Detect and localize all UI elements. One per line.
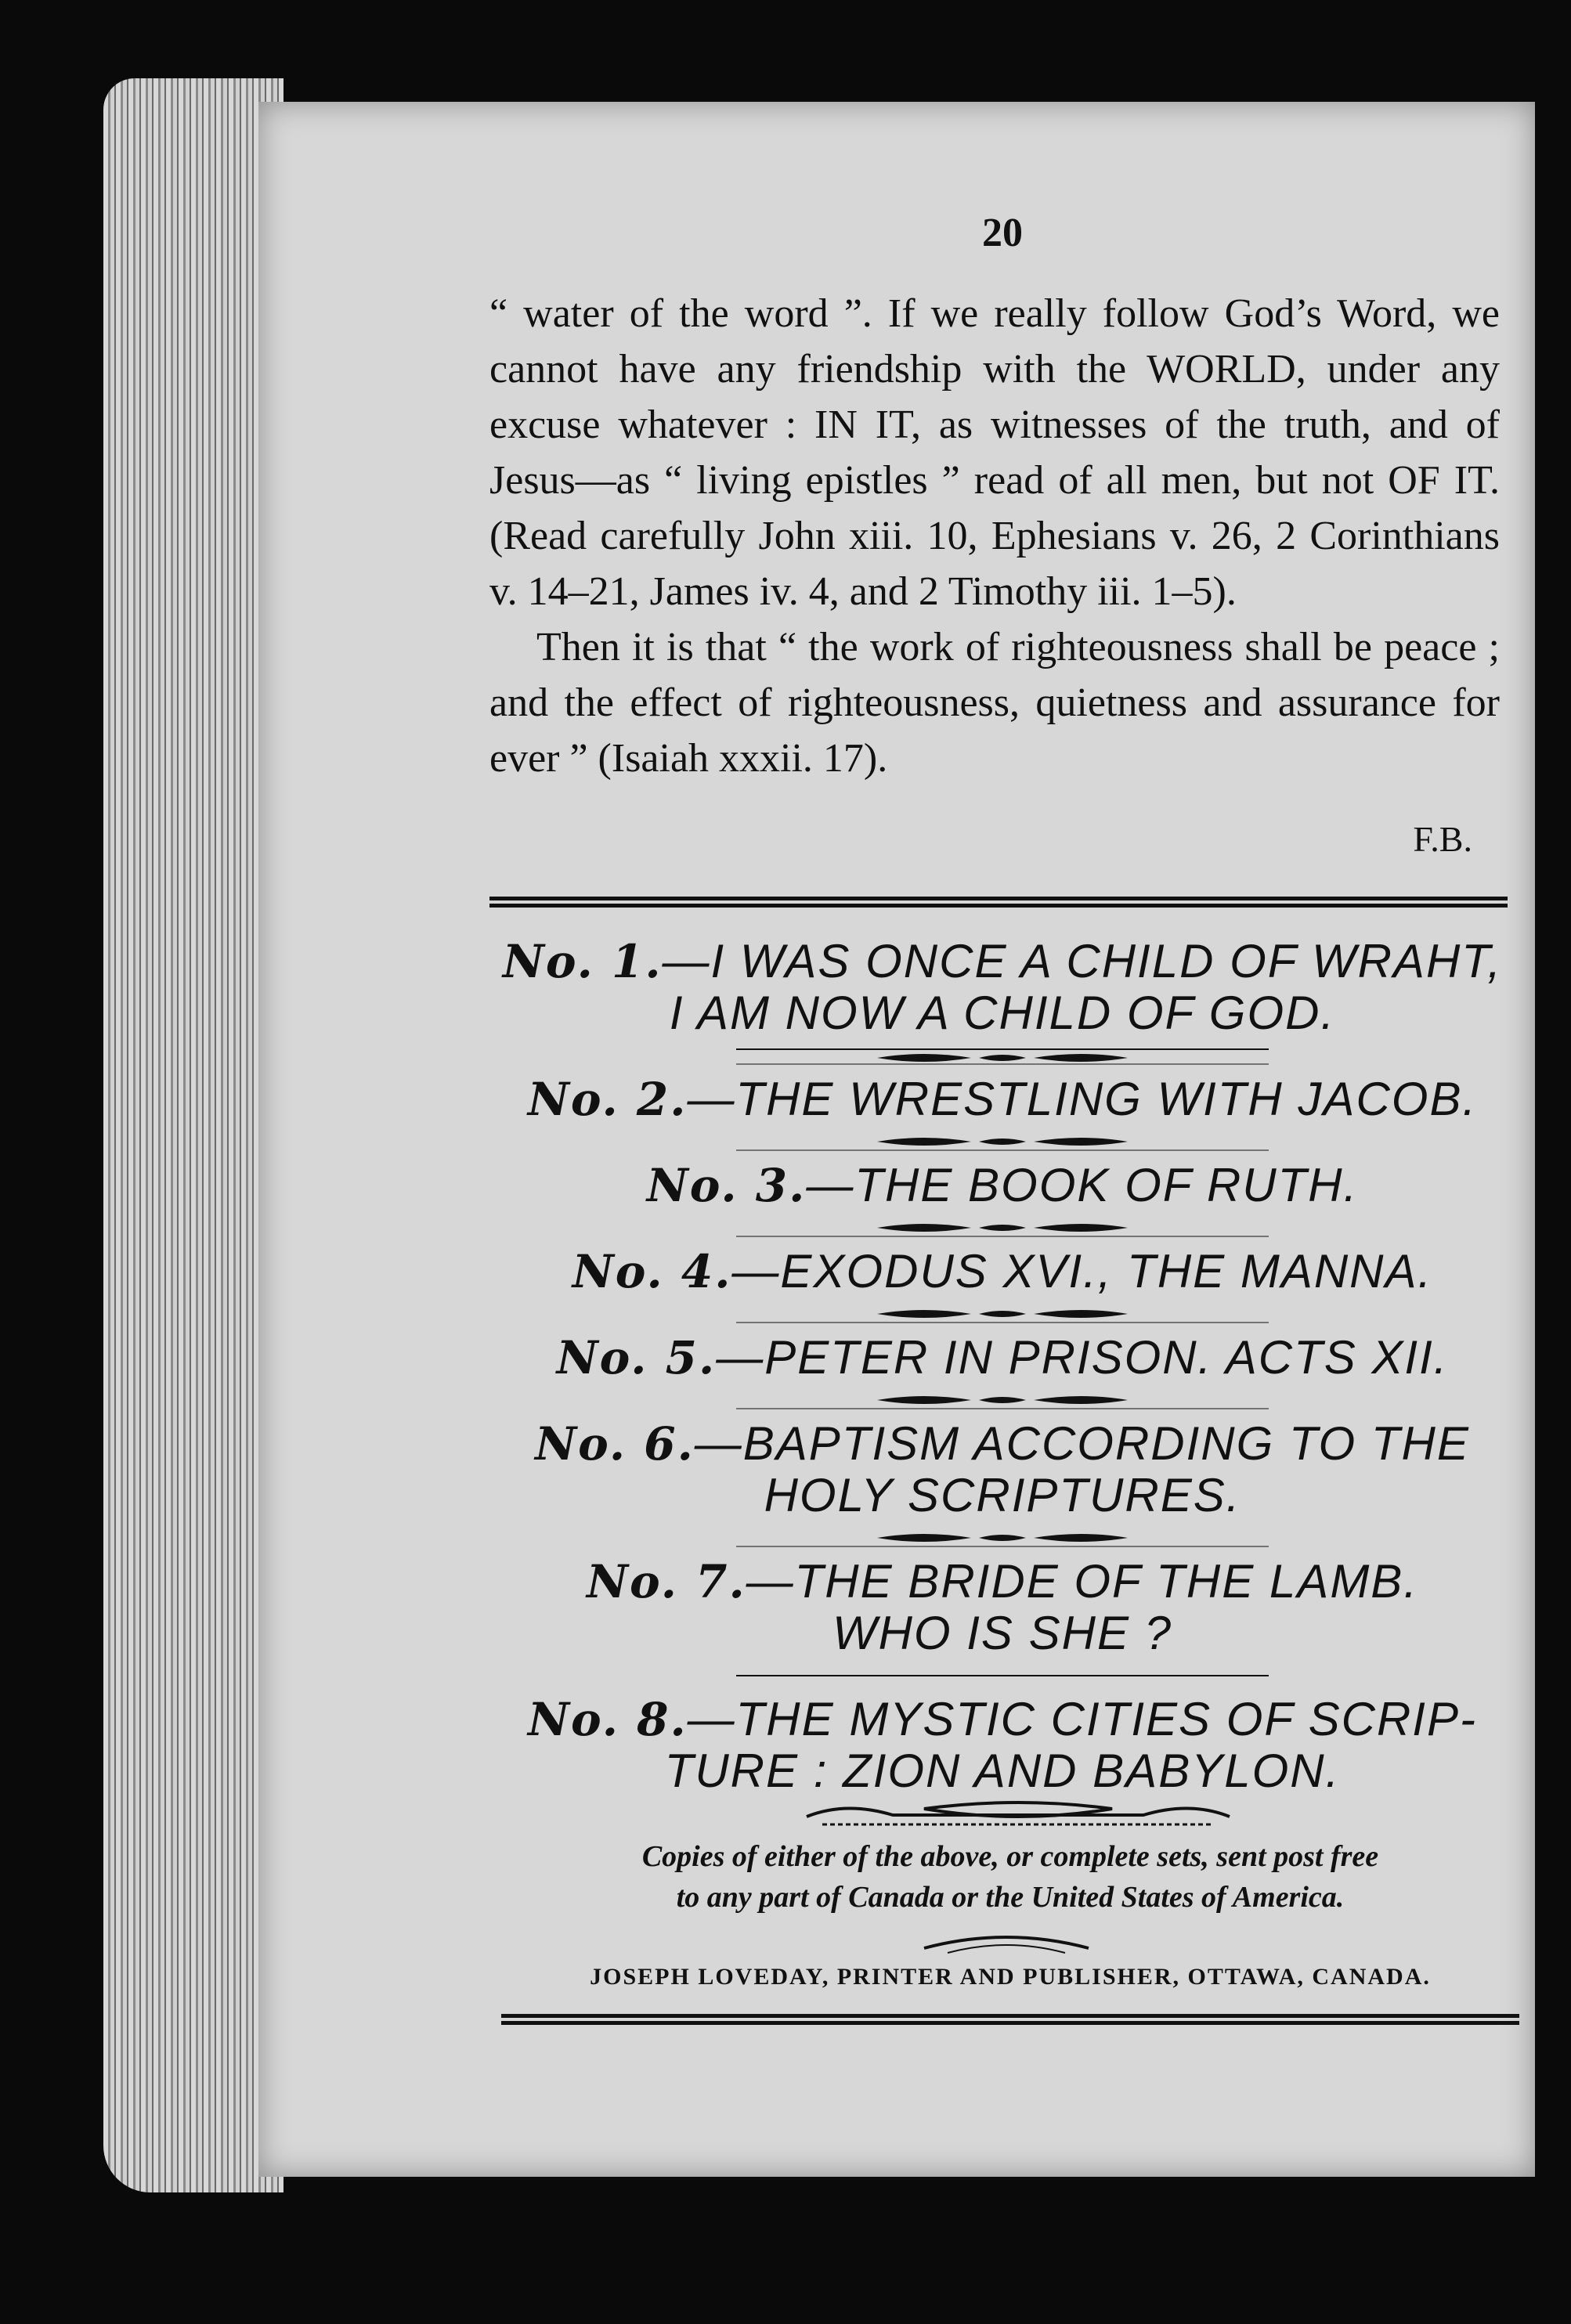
title-entry-6 bbox=[486, 1418, 1519, 1521]
title-entry-2 bbox=[486, 1074, 1519, 1125]
title-line: WHO IS SHE ? bbox=[832, 1607, 1173, 1659]
title-line: —EXODUS XVI., THE MANNA. bbox=[731, 1245, 1433, 1297]
scroll-ornament bbox=[799, 1793, 1237, 1832]
publisher-imprint: JOSEPH LOVEDAY, PRINTER AND PUBLISHER, OTTAWA, CANADA. bbox=[590, 1964, 1431, 1990]
body-text bbox=[489, 286, 1500, 786]
ornament-divider bbox=[736, 1045, 1269, 1066]
ornament-divider bbox=[736, 1304, 1269, 1324]
title-number: No. 3. bbox=[646, 1159, 807, 1212]
title-number: No. 8. bbox=[528, 1693, 688, 1746]
title-number: No. 6. bbox=[535, 1417, 695, 1471]
title-line: —PETER IN PRISON. ACTS XII. bbox=[716, 1331, 1449, 1384]
title-line: —THE BOOK OF RUTH. bbox=[806, 1159, 1359, 1211]
title-line: I AM NOW A CHILD OF GOD. bbox=[669, 987, 1336, 1039]
title-number: No. 1. bbox=[502, 935, 663, 988]
page-number: 20 bbox=[982, 211, 1023, 255]
titles-list bbox=[486, 936, 1519, 1797]
note-line-2: to any part of Canada or the United States of America. bbox=[676, 1881, 1345, 1914]
paragraph-1: “ water of the word ”. If we really follow God’s Word, we cannot have any friendship with the WORLD, under any excuse whatever : IN IT, as witnesses of the truth, and of Jesus—as “ living epistles ” read of all men, but not OF IT. (Read carefully John xiii. 10, Ephesians v. 26, 2 Corinthians v. 14–21, James iv. 4, and 2 Timothy iii. 1–5). bbox=[489, 291, 1500, 614]
signature: F.B. bbox=[1413, 819, 1472, 859]
title-line: —THE MYSTIC CITIES OF SCRIP- bbox=[687, 1693, 1477, 1745]
title-line: —BAPTISM ACCORDING TO THE bbox=[694, 1417, 1470, 1470]
distribution-note bbox=[501, 1836, 1519, 1918]
title-line: HOLY SCRIPTURES. bbox=[764, 1469, 1241, 1521]
title-line: —THE WRESTLING WITH JACOB. bbox=[687, 1073, 1478, 1125]
title-line: —I WAS ONCE A CHILD OF WRAHT, bbox=[662, 935, 1503, 987]
ornament-divider bbox=[736, 1218, 1269, 1238]
title-number: No. 4. bbox=[572, 1245, 732, 1298]
title-entry-8 bbox=[486, 1694, 1519, 1797]
flourish-ornament bbox=[916, 1926, 1096, 1958]
title-line: TURE : ZION AND BABYLON. bbox=[664, 1745, 1341, 1797]
title-number: No. 7. bbox=[587, 1555, 746, 1608]
ornament-divider bbox=[736, 1390, 1269, 1410]
title-entry-3 bbox=[486, 1160, 1519, 1211]
title-entry-4 bbox=[486, 1246, 1519, 1297]
book-page-edges bbox=[103, 78, 284, 2192]
note-line-1: Copies of either of the above, or complete sets, sent post free bbox=[641, 1840, 1379, 1873]
title-line: —THE BRIDE OF THE LAMB. bbox=[746, 1555, 1418, 1608]
paragraph-2: Then it is that “ the work of righteousness shall be peace ; and the effect of righteousness, quietness and assurance for ever ” (Isaiah xxxii. 17). bbox=[489, 625, 1500, 781]
top-double-rule bbox=[489, 897, 1508, 908]
title-entry-5 bbox=[486, 1332, 1519, 1384]
bottom-double-rule bbox=[501, 2014, 1519, 2025]
title-entry-1 bbox=[486, 936, 1519, 1039]
ornament-divider bbox=[736, 1528, 1269, 1548]
ornament-divider bbox=[736, 1131, 1269, 1152]
ornament-divider bbox=[736, 1665, 1269, 1686]
title-number: No. 5. bbox=[556, 1331, 717, 1384]
title-entry-7 bbox=[486, 1556, 1519, 1659]
title-number: No. 2. bbox=[527, 1073, 688, 1126]
